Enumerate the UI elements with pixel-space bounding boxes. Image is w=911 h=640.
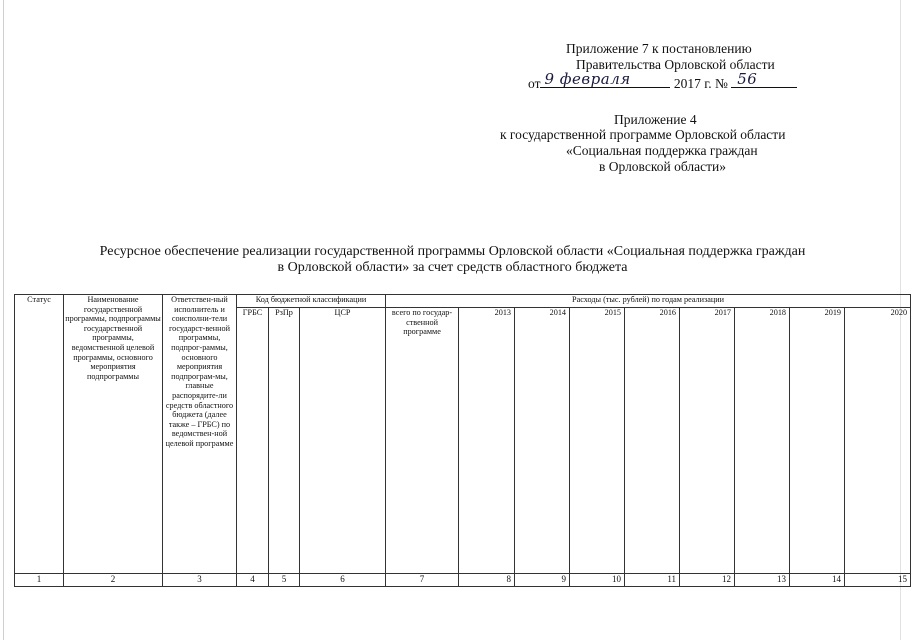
- column-number: 6: [300, 574, 386, 587]
- document-title-line1: Ресурсное обеспечение реализации государственной программы Орловской области «Социальная поддержка граждан: [99, 244, 806, 259]
- header-budget-code: Код бюджетной классификации: [237, 295, 386, 308]
- header-year: 2017: [680, 308, 735, 574]
- date-prefix: от: [528, 76, 541, 91]
- header-name: Наименование государственной программы, подпрограммы государственной программы, ведомственной целевой программы, основного мероприятия подпрограммы: [64, 295, 163, 574]
- header-year: 2016: [625, 308, 680, 574]
- appendix4-line2: к государственной программе Орловской области: [500, 127, 786, 142]
- year-text: 2017 г. №: [673, 76, 728, 91]
- column-number: 12: [680, 574, 735, 587]
- scan-left-edge: [3, 0, 4, 640]
- appendix4-line3: «Социальная поддержка граждан: [566, 143, 758, 158]
- header-year: 2019: [790, 308, 845, 574]
- header-year: 2015: [570, 308, 625, 574]
- header-grbs: ГРБС: [237, 308, 269, 574]
- column-number: 10: [570, 574, 625, 587]
- appendix7-line1: Приложение 7 к постановлению: [566, 41, 752, 56]
- header-year: 2014: [515, 308, 570, 574]
- column-number: 1: [15, 574, 64, 587]
- handwritten-number: 56: [737, 70, 758, 88]
- column-number: 4: [237, 574, 269, 587]
- header-total: всего по государ-ственной программе: [386, 308, 459, 574]
- header-year: 2018: [735, 308, 790, 574]
- column-number: 7: [386, 574, 459, 587]
- header-csr: ЦСР: [300, 308, 386, 574]
- handwritten-date: 9 февраля: [544, 70, 631, 88]
- header-responsible: Ответствен-ный исполнитель и соисполни-тели государст-венной программы, подпрог-раммы, основного мероприятия подпрограм-мы, главные распорядите-ли средств областного бюджета (далее также – ГРБС) по ведомствен-ной целевой программе: [163, 295, 237, 574]
- appendix7-line2: Правительства Орловской области: [576, 57, 775, 72]
- date-underline: [540, 70, 670, 88]
- column-number: 2: [64, 574, 163, 587]
- column-number: 9: [515, 574, 570, 587]
- header-year: 2020: [845, 308, 911, 574]
- header-year: 2013: [459, 308, 515, 574]
- number-underline: [731, 70, 797, 88]
- document-title-line2: в Орловской области» за счет средств областного бюджета: [277, 260, 628, 275]
- header-expenses: Расходы (тыс. рублей) по годам реализации: [386, 295, 911, 308]
- column-number: 13: [735, 574, 790, 587]
- column-number: 11: [625, 574, 680, 587]
- resource-table: [14, 294, 911, 587]
- column-number: 14: [790, 574, 845, 587]
- column-number: 15: [845, 574, 911, 587]
- column-number: 5: [269, 574, 300, 587]
- column-number: 3: [163, 574, 237, 587]
- appendix7-date-row: [528, 70, 797, 92]
- appendix4-line1: Приложение 4: [614, 112, 697, 127]
- header-status: Статус: [15, 295, 64, 574]
- appendix4-line4: в Орловской области»: [599, 159, 726, 174]
- header-rzpr: РзПр: [269, 308, 300, 574]
- column-number: 8: [459, 574, 515, 587]
